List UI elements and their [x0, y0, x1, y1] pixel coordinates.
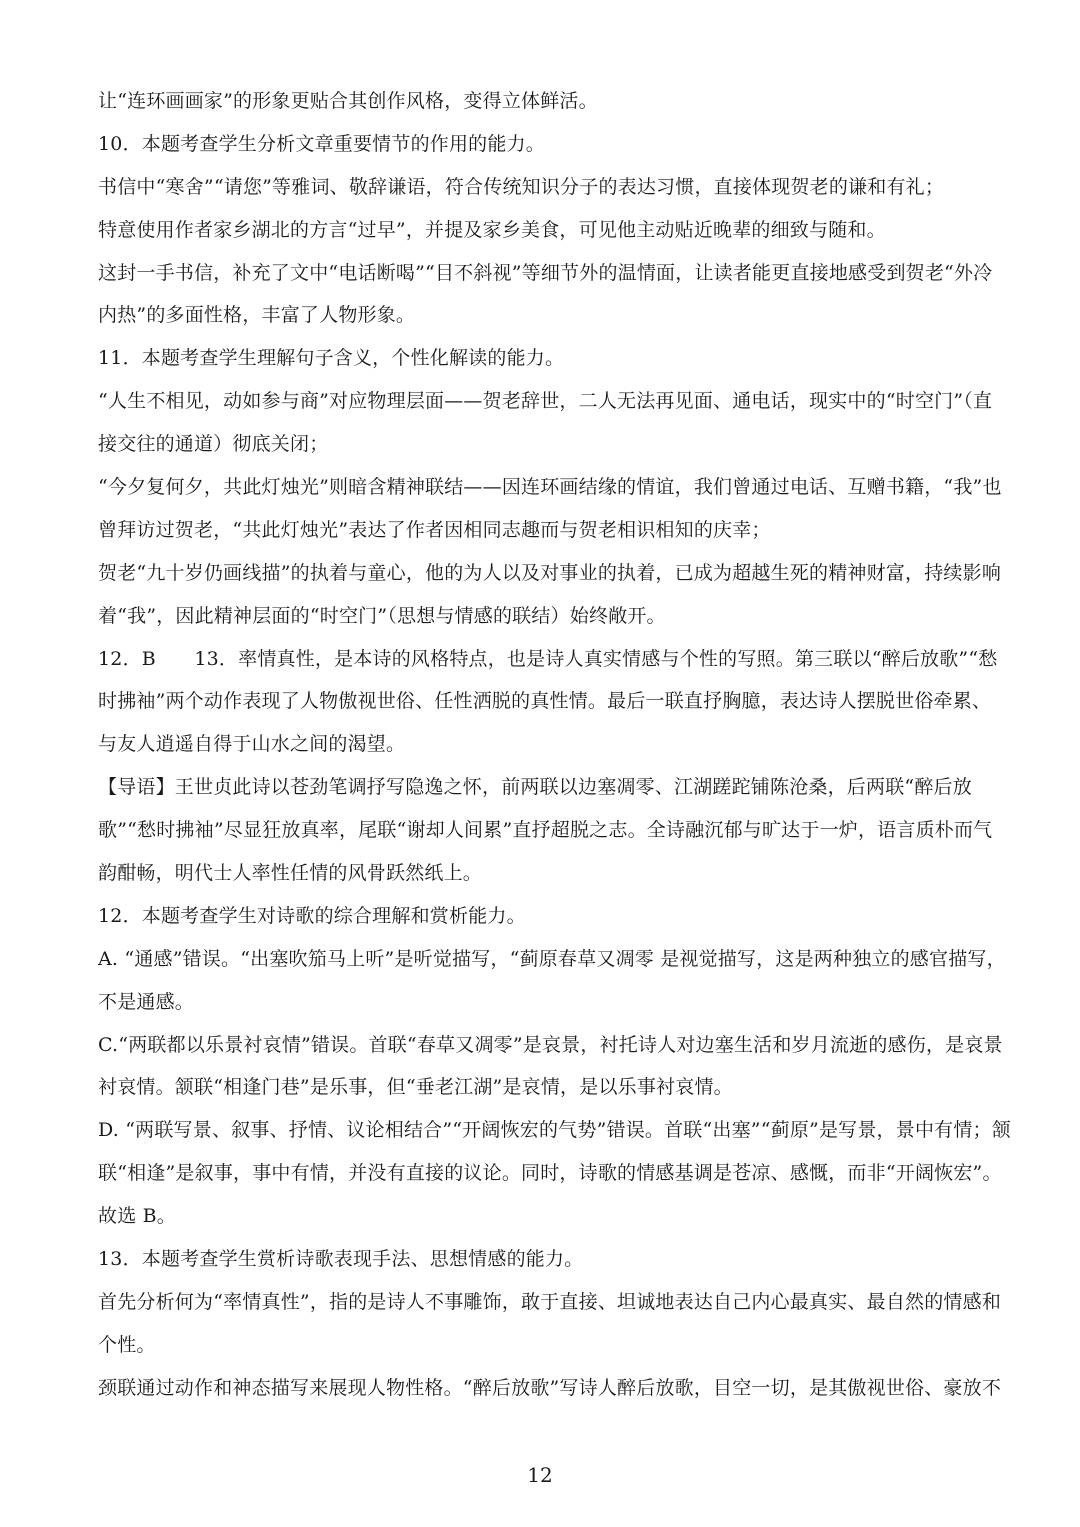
- text-line: 这封一手书信，补充了文中“电话断喝”“目不斜视”等细节外的温情面，让读者能更直接地感受到贺老“外冷: [98, 261, 993, 284]
- option-d-line: D. “两联写景、叙事、抒情、议论相结合”“开阔恢宏的气势”错误。首联“出塞”“蓟原”是写景，景中有情；颔: [98, 1119, 1011, 1142]
- text-line: 故选 B。: [98, 1205, 177, 1228]
- option-c-line: C.“两联都以乐景衬哀情”错误。首联“春草又凋零”是哀景，衬托诗人对边塞生活和岁月流逝的感伤，是哀景: [98, 1033, 1003, 1056]
- text-line: 曾拜访过贺老，“共此灯烛光”表达了作者因相同志趣而与贺老相识相知的庆幸；: [98, 518, 771, 541]
- option-a-line: A. “通感”错误。“出塞吹笳马上听”是听觉描写，“蓟原春草又凋零 是视觉描写，这是两种独立的感官描写，: [98, 947, 1006, 970]
- text-line: 联“相逢”是叙事，事中有情，并没有直接的议论。同时，诗歌的情感基调是苍凉、感慨，而非“开阔恢宏”。: [98, 1162, 1002, 1185]
- text-line: 衬哀情。颔联“相逢门巷”是乐事，但“垂老江湖”是哀情，是以乐事衬哀情。: [98, 1076, 733, 1099]
- text-line: 颈联通过动作和神态描写来展现人物性格。“醉后放歌”写诗人醉后放歌，目空一切，是其傲视世俗、豪放不: [98, 1376, 1002, 1399]
- text-line: 个性。: [98, 1333, 156, 1356]
- text-line: 接交往的通道）彻底关闭；: [98, 433, 329, 456]
- text-line: 让“连环画画家”的形象更贴合其创作风格，变得立体鲜活。: [98, 90, 598, 112]
- text-line: “今夕复何夕，共此灯烛光”则暗含精神联结——因连环画结缘的情谊，我们曾通过电话、互赠书籍，“我”也: [98, 476, 1002, 499]
- text-line: 不是通感。: [98, 990, 195, 1013]
- question-heading: 10．本题考查学生分析文章重要情节的作用的能力。: [98, 132, 545, 155]
- text-line: 歌”“愁时拂袖”尽显狂放真率，尾联“谢却人间累”直抒超脱之志。全诗融沉郁与旷达于一炉，语言质朴而气: [98, 819, 993, 842]
- text-line: 与友人逍遥自得于山水之间的渴望。: [98, 733, 406, 756]
- document-body: [98, 86, 1011, 1416]
- text-line: 书信中“寒舍”“请您”等雅词、敬辞谦语，符合传统知识分子的表达习惯，直接体现贺老的谦和有礼；: [98, 175, 945, 198]
- text-line: 内热”的多面性格，丰富了人物形象。: [98, 304, 416, 327]
- question-heading: 12．本题考查学生对诗歌的综合理解和赏析能力。: [98, 904, 526, 927]
- text-line: 着“我”，因此精神层面的“时空门”（思想与情感的联结）始终敞开。: [98, 604, 666, 627]
- text-line: 首先分析何为“率情真性”，指的是诗人不事雕饰，敢于直接、坦诚地表达自己内心最真实、最自然的情感和: [98, 1290, 1002, 1313]
- guide-line: 【导语】王世贞此诗以苍劲笔调抒写隐逸之怀，前两联以边塞凋零、江湖蹉跎铺陈沧桑，后两联“醉后放: [98, 776, 972, 799]
- text-line: “人生不相见，动如参与商”对应物理层面——贺老辞世，二人无法再见面、通电话，现实中的“时空门”（直: [98, 390, 993, 413]
- question-heading: 13．本题考查学生赏析诗歌表现手法、思想情感的能力。: [98, 1248, 584, 1271]
- question-heading: 11．本题考查学生理解句子含义，个性化解读的能力。: [98, 347, 565, 370]
- text-line: 韵酣畅，明代士人率性任情的风骨跃然纸上。: [98, 862, 483, 885]
- page-number: 12: [527, 1463, 553, 1487]
- text-line: 贺老“九十岁仍画线描”的执着与童心，他的为人以及对事业的执着，已成为超越生死的精神财富，持续影响: [98, 561, 1002, 584]
- text-line: 时拂袖”两个动作表现了人物傲视世俗、任性洒脱的真性情。最后一联直抒胸臆，表达诗人摆脱世俗牵累、: [98, 690, 992, 713]
- answer-line: 12．B 13．率情真性，是本诗的风格特点，也是诗人真实情感与个性的写照。第三联以“醉后放歌”“愁: [98, 647, 998, 670]
- text-line: 特意使用作者家乡湖北的方言“过早”，并提及家乡美食，可见他主动贴近晚辈的细致与随和。: [98, 218, 886, 241]
